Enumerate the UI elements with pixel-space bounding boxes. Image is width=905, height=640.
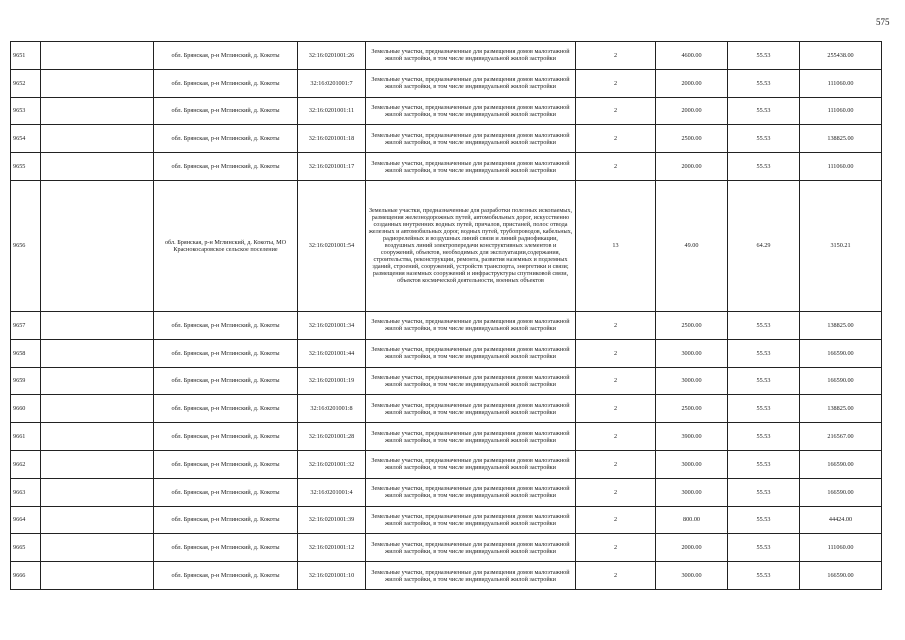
- category-cell: [576, 97, 656, 125]
- value-cell: [800, 339, 882, 367]
- value-cell: [800, 42, 882, 70]
- table-row: [11, 42, 882, 70]
- cadastral-number: 32:16:0201001:7: [310, 79, 353, 87]
- category-cell: [576, 311, 656, 339]
- row-number: 9651: [13, 51, 26, 59]
- table-row: [11, 339, 882, 367]
- row-number: 9663: [13, 488, 26, 496]
- address-cell: [154, 395, 298, 423]
- row-number-cell: [11, 423, 41, 451]
- row-number: 9662: [13, 460, 26, 468]
- land-use-description: Земельные участки, предназначенные для размещения домов малоэтажной жилой застройки, в том числе индивидуальной жилой застройки: [371, 103, 570, 118]
- cadastral-value: 216567.00: [827, 433, 854, 441]
- description-cell: [366, 311, 576, 339]
- area-cell: [656, 153, 728, 181]
- cadastral-cell: [298, 395, 366, 423]
- rate-value: 55.53: [756, 107, 771, 115]
- cadastral-number: 32:16:0201001:54: [308, 242, 355, 250]
- value-cell: [800, 395, 882, 423]
- row-number: 9660: [13, 405, 26, 413]
- row-number-cell: [11, 153, 41, 181]
- category-code: 2: [613, 488, 618, 496]
- value-cell: [800, 125, 882, 153]
- rate-cell: [728, 395, 800, 423]
- land-use-description: Земельные участки, предназначенные для размещения домов малоэтажной жилой застройки, в том числе индивидуальной жилой застройки: [371, 76, 570, 91]
- cadastral-cell: [298, 153, 366, 181]
- category-code: 2: [613, 163, 618, 171]
- area-value: 3000.00: [681, 377, 702, 385]
- table-row: [11, 562, 882, 590]
- address-cell: [154, 97, 298, 125]
- area-cell: [656, 125, 728, 153]
- cadastral-value: 111060.00: [827, 544, 854, 552]
- empty-cell: [41, 153, 154, 181]
- rate-value: 55.53: [756, 79, 771, 87]
- table-row: [11, 69, 882, 97]
- address-text: обл. Брянская, р-н Мглинский, д. Кокоты: [171, 544, 280, 552]
- area-value: 4600.00: [681, 51, 702, 59]
- area-value: 2000.00: [681, 79, 702, 87]
- category-code: 2: [613, 135, 618, 143]
- category-cell: [576, 534, 656, 562]
- value-cell: [800, 423, 882, 451]
- land-use-description: Земельные участки, предназначенные для размещения домов малоэтажной жилой застройки, в том числе индивидуальной жилой застройки: [371, 485, 570, 500]
- land-use-description: Земельные участки, предназначенные для размещения домов малоэтажной жилой застройки, в том числе индивидуальной жилой застройки: [371, 48, 570, 63]
- land-registry-table: [10, 41, 882, 590]
- empty-cell: [41, 367, 154, 395]
- cadastral-number: 32:16:0201001:26: [308, 51, 355, 59]
- cadastral-value: 166590.00: [827, 488, 854, 496]
- cadastral-number: 32:16:0201001:10: [308, 572, 355, 580]
- area-cell: [656, 395, 728, 423]
- address-cell: [154, 339, 298, 367]
- area-value: 3000.00: [681, 488, 702, 496]
- area-value: 49.00: [684, 242, 699, 250]
- description-cell: [366, 153, 576, 181]
- empty-cell: [41, 311, 154, 339]
- rate-cell: [728, 180, 800, 311]
- address-text: обл. Брянская, р-н Мглинский, д. Кокоты: [171, 572, 280, 580]
- address-cell: [154, 367, 298, 395]
- address-text: обл. Брянская, р-н Мглинский, д. Кокоты: [171, 377, 280, 385]
- row-number-cell: [11, 367, 41, 395]
- category-code: 2: [613, 349, 618, 357]
- cadastral-cell: [298, 534, 366, 562]
- empty-cell: [41, 423, 154, 451]
- land-use-description: Земельные участки, предназначенные для размещения домов малоэтажной жилой застройки, в том числе индивидуальной жилой застройки: [371, 131, 570, 146]
- rate-value: 64.29: [756, 242, 771, 250]
- table-row: [11, 180, 882, 311]
- rate-cell: [728, 97, 800, 125]
- address-cell: [154, 42, 298, 70]
- area-value: 3000.00: [681, 460, 702, 468]
- description-cell: [366, 478, 576, 506]
- cadastral-cell: [298, 367, 366, 395]
- cadastral-number: 32:16:0201001:18: [308, 135, 355, 143]
- address-cell: [154, 562, 298, 590]
- land-use-description: Земельные участки, предназначенные для размещения домов малоэтажной жилой застройки, в том числе индивидуальной жилой застройки: [371, 512, 570, 527]
- category-cell: [576, 450, 656, 478]
- land-use-description: Земельные участки, предназначенные для размещения домов малоэтажной жилой застройки, в том числе индивидуальной жилой застройки: [371, 401, 570, 416]
- description-cell: [366, 450, 576, 478]
- empty-cell: [41, 339, 154, 367]
- value-cell: [800, 311, 882, 339]
- empty-cell: [41, 125, 154, 153]
- category-cell: [576, 367, 656, 395]
- category-cell: [576, 395, 656, 423]
- cadastral-number: 32:16:0201001:28: [308, 433, 355, 441]
- address-cell: [154, 534, 298, 562]
- description-cell: [366, 506, 576, 534]
- value-cell: [800, 450, 882, 478]
- row-number-cell: [11, 562, 41, 590]
- cadastral-value: 138825.00: [827, 135, 854, 143]
- rate-cell: [728, 506, 800, 534]
- rate-cell: [728, 450, 800, 478]
- rate-value: 55.53: [756, 488, 771, 496]
- cadastral-value: 111060.00: [827, 79, 854, 87]
- land-use-description: Земельные участки, предназначенные для размещения домов малоэтажной жилой застройки, в том числе индивидуальной жилой застройки: [371, 457, 570, 472]
- value-cell: [800, 562, 882, 590]
- value-cell: [800, 97, 882, 125]
- value-cell: [800, 478, 882, 506]
- address-text: обл. Брянская, р-н Мглинский, д. Кокоты: [171, 135, 280, 143]
- address-cell: [154, 478, 298, 506]
- category-code: 2: [613, 321, 618, 329]
- table-body: [11, 42, 882, 590]
- table-row: [11, 395, 882, 423]
- land-use-description: Земельные участки, предназначенные для разработки полезных ископаемых, размещения железнодорожных путей, автомобильных дорог, искусственно созданных внутренних водных путей, причалов, пристаней, полос отвода железных и автомобильных дорог, водных путей, трубопроводов, кабельных, радиорелейных и воздушных линий связи и линий радиофикации, воздушных линий электропередачи конструктивных элементов и сооружений, объектов, необходимых для эксплуатации,содержания, строительства, реконструкции, ремонта, развития наземных и подземных зданий, строений, сооружений, устройств транспорта, энергетики и связи; размещения наземных сооружений и инфраструктуры спутниковой связи, объектов космической деятельности, военных объектов: [368, 207, 573, 285]
- land-use-description: Земельные участки, предназначенные для размещения домов малоэтажной жилой застройки, в том числе индивидуальной жилой застройки: [371, 318, 570, 333]
- table-row: [11, 478, 882, 506]
- category-code: 2: [613, 51, 618, 59]
- cadastral-cell: [298, 97, 366, 125]
- cadastral-number: 32:16:0201001:17: [308, 163, 355, 171]
- row-number: 9659: [13, 377, 26, 385]
- address-text: обл. Брянская, р-н Мглинский, д. Кокоты: [171, 107, 280, 115]
- description-cell: [366, 180, 576, 311]
- rate-cell: [728, 562, 800, 590]
- row-number: 9657: [13, 321, 26, 329]
- description-cell: [366, 423, 576, 451]
- area-value: 800.00: [682, 516, 700, 524]
- description-cell: [366, 395, 576, 423]
- table-row: [11, 311, 882, 339]
- empty-cell: [41, 450, 154, 478]
- empty-cell: [41, 395, 154, 423]
- row-number-cell: [11, 450, 41, 478]
- row-number: 9652: [13, 79, 26, 87]
- area-cell: [656, 534, 728, 562]
- category-cell: [576, 153, 656, 181]
- address-cell: [154, 125, 298, 153]
- table-row: [11, 125, 882, 153]
- area-value: 2000.00: [681, 107, 702, 115]
- land-use-description: Земельные участки, предназначенные для размещения домов малоэтажной жилой застройки, в том числе индивидуальной жилой застройки: [371, 373, 570, 388]
- area-value: 3000.00: [681, 572, 702, 580]
- rate-cell: [728, 42, 800, 70]
- cadastral-cell: [298, 339, 366, 367]
- cadastral-value: 166590.00: [827, 377, 854, 385]
- land-use-description: Земельные участки, предназначенные для размещения домов малоэтажной жилой застройки, в том числе индивидуальной жилой застройки: [371, 568, 570, 583]
- category-code: 13: [612, 242, 619, 250]
- row-number: 9656: [13, 242, 26, 250]
- address-text: обл. Брянская, р-н Мглинский, д. Кокоты: [171, 488, 280, 496]
- area-value: 3900.00: [681, 433, 702, 441]
- category-cell: [576, 339, 656, 367]
- cadastral-number: 32:16:0201001:8: [310, 405, 353, 413]
- empty-cell: [41, 506, 154, 534]
- rate-value: 55.53: [756, 544, 771, 552]
- row-number-cell: [11, 395, 41, 423]
- cadastral-cell: [298, 450, 366, 478]
- land-use-description: Земельные участки, предназначенные для размещения домов малоэтажной жилой застройки, в том числе индивидуальной жилой застройки: [371, 346, 570, 361]
- area-cell: [656, 562, 728, 590]
- address-cell: [154, 423, 298, 451]
- empty-cell: [41, 534, 154, 562]
- row-number: 9658: [13, 349, 26, 357]
- address-cell: [154, 311, 298, 339]
- cadastral-number: 32:16:0201001:34: [308, 321, 355, 329]
- rate-value: 55.53: [756, 349, 771, 357]
- cadastral-value: 3150.21: [830, 242, 851, 250]
- row-number-cell: [11, 69, 41, 97]
- empty-cell: [41, 180, 154, 311]
- cadastral-cell: [298, 125, 366, 153]
- empty-cell: [41, 478, 154, 506]
- cadastral-value: 138825.00: [827, 405, 854, 413]
- category-cell: [576, 180, 656, 311]
- description-cell: [366, 562, 576, 590]
- address-text: обл. Брянская, р-н Мглинский, д. Кокоты, МО Краснокосаровское сельское поселение: [164, 238, 287, 253]
- rate-cell: [728, 423, 800, 451]
- cadastral-value: 166590.00: [827, 349, 854, 357]
- area-cell: [656, 97, 728, 125]
- cadastral-value: 166590.00: [827, 572, 854, 580]
- rate-value: 55.53: [756, 51, 771, 59]
- address-text: обл. Брянская, р-н Мглинский, д. Кокоты: [171, 51, 280, 59]
- land-use-description: Земельные участки, предназначенные для размещения домов малоэтажной жилой застройки, в том числе индивидуальной жилой застройки: [371, 540, 570, 555]
- rate-value: 55.53: [756, 321, 771, 329]
- category-cell: [576, 562, 656, 590]
- row-number: 9653: [13, 107, 26, 115]
- rate-cell: [728, 534, 800, 562]
- category-code: 2: [613, 544, 618, 552]
- cadastral-cell: [298, 180, 366, 311]
- row-number-cell: [11, 478, 41, 506]
- description-cell: [366, 339, 576, 367]
- cadastral-value: 111060.00: [827, 107, 854, 115]
- value-cell: [800, 367, 882, 395]
- area-value: 2500.00: [681, 405, 702, 413]
- page-number: 575: [876, 17, 890, 27]
- cadastral-value: 111060.00: [827, 163, 854, 171]
- area-cell: [656, 311, 728, 339]
- cadastral-number: 32:16:0201001:44: [308, 349, 355, 357]
- rate-value: 55.53: [756, 135, 771, 143]
- cadastral-number: 32:16:0201001:32: [308, 460, 355, 468]
- category-cell: [576, 125, 656, 153]
- rate-cell: [728, 153, 800, 181]
- category-code: 2: [613, 107, 618, 115]
- cadastral-number: 32:16:0201001:4: [310, 488, 353, 496]
- area-value: 2500.00: [681, 321, 702, 329]
- area-cell: [656, 180, 728, 311]
- address-cell: [154, 450, 298, 478]
- row-number-cell: [11, 506, 41, 534]
- rate-cell: [728, 339, 800, 367]
- table-row: [11, 450, 882, 478]
- category-code: 2: [613, 460, 618, 468]
- cadastral-cell: [298, 42, 366, 70]
- cadastral-value: 166590.00: [827, 460, 854, 468]
- category-code: 2: [613, 79, 618, 87]
- area-cell: [656, 506, 728, 534]
- value-cell: [800, 506, 882, 534]
- cadastral-cell: [298, 311, 366, 339]
- land-use-description: Земельные участки, предназначенные для размещения домов малоэтажной жилой застройки, в том числе индивидуальной жилой застройки: [371, 159, 570, 174]
- area-cell: [656, 450, 728, 478]
- area-cell: [656, 339, 728, 367]
- rate-value: 55.53: [756, 433, 771, 441]
- rate-value: 55.53: [756, 572, 771, 580]
- row-number: 9666: [13, 572, 26, 580]
- row-number-cell: [11, 534, 41, 562]
- category-cell: [576, 69, 656, 97]
- table-row: [11, 506, 882, 534]
- empty-cell: [41, 42, 154, 70]
- cadastral-cell: [298, 562, 366, 590]
- cadastral-number: 32:16:0201001:19: [308, 377, 355, 385]
- rate-cell: [728, 367, 800, 395]
- category-code: 2: [613, 377, 618, 385]
- row-number: 9665: [13, 544, 26, 552]
- row-number-cell: [11, 42, 41, 70]
- value-cell: [800, 534, 882, 562]
- description-cell: [366, 69, 576, 97]
- rate-cell: [728, 125, 800, 153]
- row-number-cell: [11, 339, 41, 367]
- cadastral-cell: [298, 478, 366, 506]
- area-cell: [656, 69, 728, 97]
- address-text: обл. Брянская, р-н Мглинский, д. Кокоты: [171, 79, 280, 87]
- rate-cell: [728, 478, 800, 506]
- land-use-description: Земельные участки, предназначенные для размещения домов малоэтажной жилой застройки, в том числе индивидуальной жилой застройки: [371, 429, 570, 444]
- address-text: обл. Брянская, р-н Мглинский, д. Кокоты: [171, 433, 280, 441]
- cadastral-value: 44424.00: [828, 516, 853, 524]
- empty-cell: [41, 69, 154, 97]
- area-value: 2500.00: [681, 135, 702, 143]
- area-value: 2000.00: [681, 544, 702, 552]
- value-cell: [800, 180, 882, 311]
- rate-value: 55.53: [756, 163, 771, 171]
- cadastral-value: 138825.00: [827, 321, 854, 329]
- address-cell: [154, 506, 298, 534]
- cadastral-number: 32:16:0201001:11: [308, 107, 355, 115]
- cadastral-number: 32:16:0201001:39: [308, 516, 355, 524]
- rate-value: 55.53: [756, 516, 771, 524]
- description-cell: [366, 97, 576, 125]
- category-code: 2: [613, 405, 618, 413]
- category-cell: [576, 506, 656, 534]
- category-cell: [576, 42, 656, 70]
- cadastral-cell: [298, 423, 366, 451]
- table-row: [11, 534, 882, 562]
- rate-value: 55.53: [756, 405, 771, 413]
- category-cell: [576, 478, 656, 506]
- rate-cell: [728, 311, 800, 339]
- row-number: 9654: [13, 135, 26, 143]
- area-cell: [656, 478, 728, 506]
- area-cell: [656, 42, 728, 70]
- empty-cell: [41, 97, 154, 125]
- row-number-cell: [11, 311, 41, 339]
- address-cell: [154, 153, 298, 181]
- address-cell: [154, 69, 298, 97]
- value-cell: [800, 153, 882, 181]
- cadastral-cell: [298, 506, 366, 534]
- row-number-cell: [11, 125, 41, 153]
- empty-cell: [41, 562, 154, 590]
- cadastral-number: 32:16:0201001:12: [308, 544, 355, 552]
- description-cell: [366, 125, 576, 153]
- category-code: 2: [613, 572, 618, 580]
- address-text: обл. Брянская, р-н Мглинский, д. Кокоты: [171, 405, 280, 413]
- row-number-cell: [11, 180, 41, 311]
- description-cell: [366, 534, 576, 562]
- cadastral-cell: [298, 69, 366, 97]
- address-text: обл. Брянская, р-н Мглинский, д. Кокоты: [171, 516, 280, 524]
- address-text: обл. Брянская, р-н Мглинский, д. Кокоты: [171, 349, 280, 357]
- row-number-cell: [11, 97, 41, 125]
- row-number: 9655: [13, 163, 26, 171]
- category-cell: [576, 423, 656, 451]
- rate-value: 55.53: [756, 377, 771, 385]
- table-row: [11, 367, 882, 395]
- row-number: 9664: [13, 516, 26, 524]
- table-row: [11, 153, 882, 181]
- area-value: 3000.00: [681, 349, 702, 357]
- area-cell: [656, 367, 728, 395]
- rate-value: 55.53: [756, 460, 771, 468]
- address-text: обл. Брянская, р-н Мглинский, д. Кокоты: [171, 163, 280, 171]
- table-row: [11, 423, 882, 451]
- value-cell: [800, 69, 882, 97]
- description-cell: [366, 42, 576, 70]
- category-code: 2: [613, 516, 618, 524]
- address-text: обл. Брянская, р-н Мглинский, д. Кокоты: [171, 460, 280, 468]
- row-number: 9661: [13, 433, 26, 441]
- category-code: 2: [613, 433, 618, 441]
- rate-cell: [728, 69, 800, 97]
- area-cell: [656, 423, 728, 451]
- area-value: 2000.00: [681, 163, 702, 171]
- address-cell: [154, 180, 298, 311]
- description-cell: [366, 367, 576, 395]
- cadastral-value: 255438.00: [827, 51, 854, 59]
- address-text: обл. Брянская, р-н Мглинский, д. Кокоты: [171, 321, 280, 329]
- table-row: [11, 97, 882, 125]
